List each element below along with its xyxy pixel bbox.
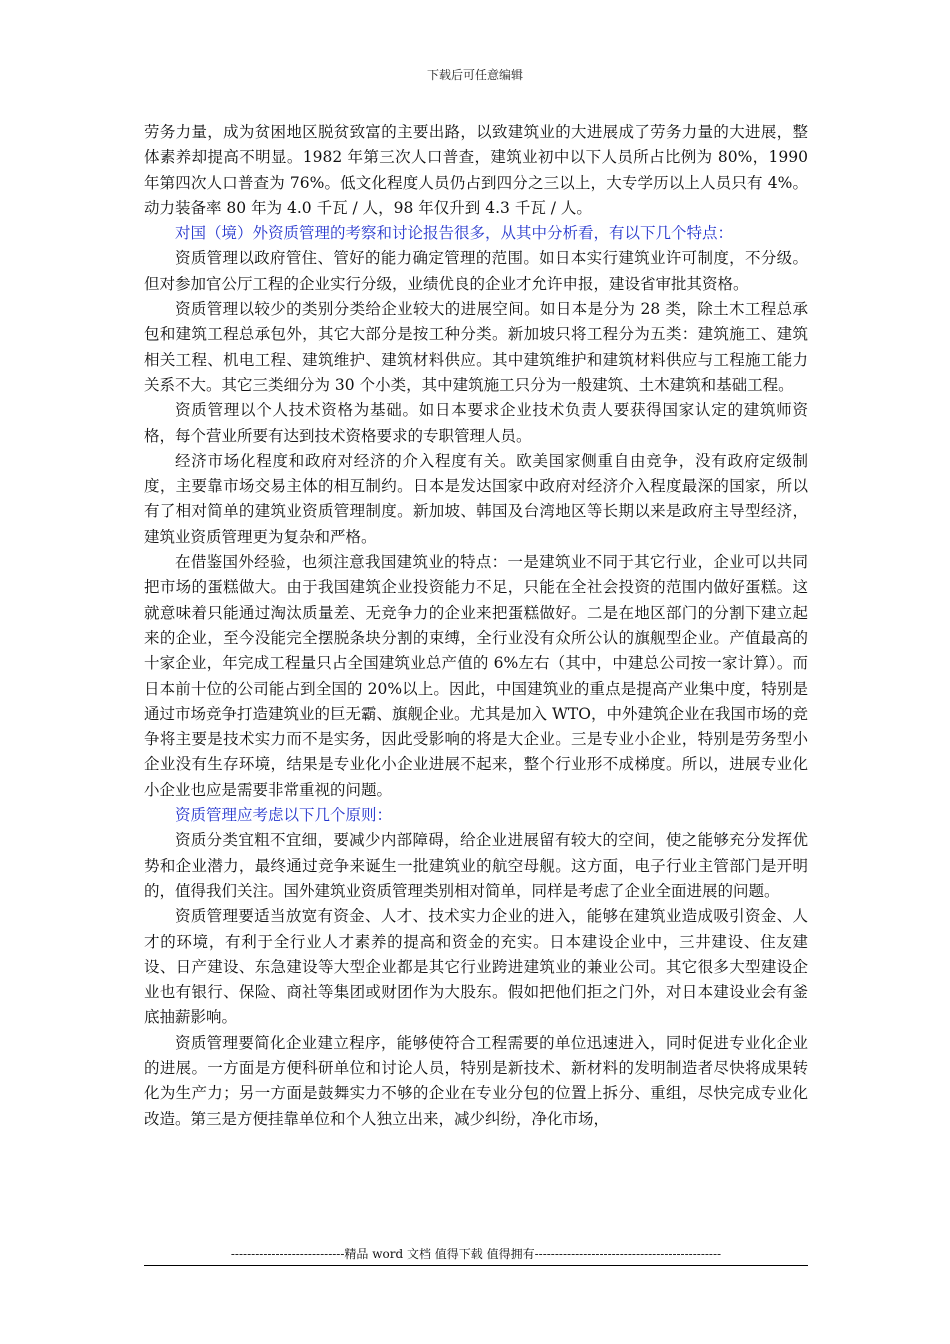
paragraph: 资质管理要适当放宽有资金、人才、技术实力企业的进入，能够在建筑业造成吸引资金、人才的环境，有利于全行业人才素养的提高和资金的充实。日本建设企业中，三井建设、住友建设、日产建设、东急建设等大型企业都是其它行业跨进建筑业的兼业公司。其它很多大型建设企业也有银行、保险、商社等集团或财团作为大股东。假如把他们拒之门外，对日本建设业会有釜底抽薪影响。 [144,907,808,1027]
section-heading-features: 对国（境）外资质管理的考察和讨论报告很多，从其中分析看，有以下几个特点： [175,224,734,243]
paragraph: 资质分类宜粗不宜细，要减少内部障碍，给企业进展留有较大的空间，使之能够充分发挥优势和企业潜力，最终通过竞争来诞生一批建筑业的航空母舰。这方面，电子行业主管部门是开明的，值得我们关注。国外建筑业资质管理类别相对简单，同样是考虑了企业全面进展的问题。 [144,831,808,900]
paragraph-continuation: 劳务力量，成为贫困地区脱贫致富的主要出路，以致建筑业的大进展成了劳务力量的大进展，整体素养却提高不明显。1982 年第三次人口普查，建筑业初中以下人员所占比例为 80%，1990 年第四次人口普查为 76%。低文化程度人员仍占到四分之三以上，大专学历以上人员只有 4%。动力装备率 80 年为 4.0 千瓦 / 人，98 年仅升到 4.3 千瓦 / 人。 [144,123,808,217]
paragraph: 资质管理以个人技术资格为基础。如日本要求企业技术负责人要获得国家认定的建筑师资格，每个营业所要有达到技术资格要求的专职管理人员。 [144,401,808,445]
page-footer: ----------------------------精品 word 文档 值得下载 值得拥有---------------------------------------------- [144,1245,808,1266]
section-heading-principles: 资质管理应考虑以下几个原则： [175,806,393,825]
paragraph: 资质管理要简化企业建立程序，能够使符合工程需要的单位迅速进入，同时促进专业化企业的进展。一方面是方便科研单位和讨论人员，特别是新技术、新材料的发明制造者尽快将成果转化为生产力；另一方面是鼓舞实力不够的企业在专业分包的位置上拆分、重组，尽快完成专业化改造。第三是方便挂靠单位和个人独立出来，减少纠纷，净化市场， [144,1033,808,1128]
paragraph: 资质管理以较少的类别分类给企业较大的进展空间。如日本是分为 28 类，除土木工程总承包和建筑工程总承包外，其它大部分是按工种分类。新加坡只将工程分为五类：建筑施工、建筑相关工程、机电工程、建筑维护、建筑材料供应。其中建筑维护和建筑材料供应与工程施工能力关系不大。其它三类细分为 30 个小类，其中建筑施工只分为一般建筑、土木建筑和基础工程。 [144,300,808,394]
paragraph: 在借鉴国外经验，也须注意我国建筑业的特点：一是建筑业不同于其它行业，企业可以共同把市场的蛋糕做大。由于我国建筑企业投资能力不足，只能在全社会投资的范围内做好蛋糕。这就意味着只能通过淘汰质量差、无竞争力的企业来把蛋糕做好。二是在地区部门的分割下建立起来的企业，至今没能完全摆脱条块分割的束缚，全行业没有众所公认的旗舰型企业。产值最高的十家企业，年完成工程量只占全国建筑业总产值的 6%左右（其中，中建总公司按一家计算）。而日本前十位的公司能占到全国的 20%以上。因此，中国建筑业的重点是提高产业集中度，特别是通过市场竞争打造建筑业的巨无霸、旗舰企业。尤其是加入 WTO，中外建筑企业在我国市场的竞争将主要是技术实力而不是实务，因此受影响的将是大企业。三是专业小企业，特别是劳务型小企业没有生存环境，结果是专业化小企业进展不起来，整个行业形不成梯度。所以，进展专业化小企业也应是需要非常重视的问题。 [144,553,808,799]
document-body [144,120,808,1132]
paragraph: 资质管理以政府管住、管好的能力确定管理的范围。如日本实行建筑业许可制度，不分级。但对参加官公厅工程的企业实行分级，业绩优良的企业才允许申报，建设省审批其资格。 [144,249,808,293]
page-header: 下载后可任意编辑 [426,68,523,82]
paragraph: 经济市场化程度和政府对经济的介入程度有关。欧美国家侧重自由竞争，没有政府定级制度，主要靠市场交易主体的相互制约。日本是发达国家中政府对经济介入程度最深的国家，所以有了相对简单的建筑业资质管理制度。新加坡、韩国及台湾地区等长期以来是政府主导型经济，建筑业资质管理更为复杂和严格。 [144,451,808,546]
